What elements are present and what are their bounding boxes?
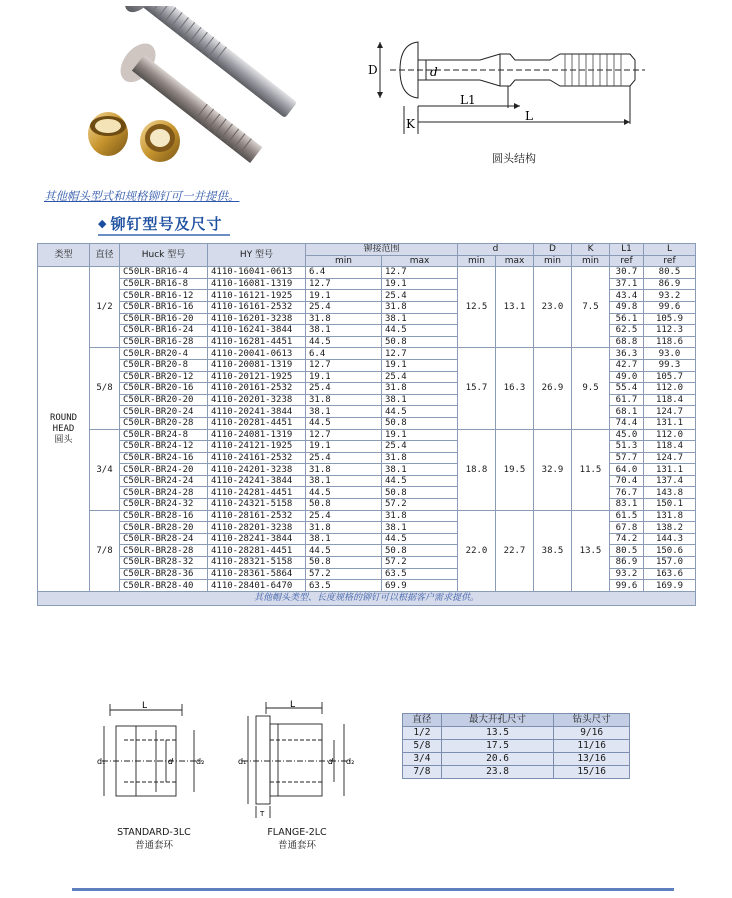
hdr-L: L [644, 244, 696, 256]
drill-row: 3/4 20.6 13/16 [403, 753, 630, 766]
hdr-D: D [534, 244, 572, 256]
table-row: C50LR-BR28-24 4110-28241-3844 38.1 44.5 74.2 144.3 [38, 533, 696, 545]
drill-row: 1/2 13.5 9/16 [403, 727, 630, 740]
label-L1: L1 [460, 93, 476, 107]
label-d: d [430, 65, 438, 79]
bottom-rule [72, 888, 674, 891]
product-photo [78, 6, 314, 176]
table-row: C50LR-BR16-24 4110-16241-3844 38.1 44.5 62.5 112.3 [38, 325, 696, 337]
top-note: 其他帽头型式和规格铆钉可一并提供。 [44, 189, 240, 203]
table-row: 5/8 C50LR-BR20-4 4110-20041-0613 6.4 12.7 15.7 16.3 26.9 9.5 36.3 93.0 [38, 348, 696, 360]
std-name: STANDARD-3LC [117, 827, 191, 838]
table-row: C50LR-BR16-16 4110-16161-2532 25.4 31.8 49.8 99.6 [38, 301, 696, 313]
std-name-cn: 普通套环 [134, 840, 173, 851]
table-row: C50LR-BR28-20 4110-28201-3238 31.8 38.1 67.8 138.2 [38, 522, 696, 534]
table-row: C50LR-BR28-40 4110-28401-6470 63.5 69.9 99.6 169.9 [38, 580, 696, 592]
label-D: D [368, 63, 378, 77]
flange-label-d2: d₂ [346, 757, 355, 766]
std-label-L: L [142, 701, 148, 711]
table-row: C50LR-BR28-28 4110-28281-4451 44.5 50.8 80.5 150.6 [38, 545, 696, 557]
table-row: C50LR-BR28-36 4110-28361-5864 57.2 63.5 93.2 163.6 [38, 568, 696, 580]
hdr-K: K [572, 244, 610, 256]
section-title: ◆ 铆钉型号及尺寸 [98, 215, 223, 233]
table-row: C50LR-BR24-12 4110-24121-1925 19.1 25.4 51.3 118.4 [38, 441, 696, 453]
table-row: C50LR-BR28-32 4110-28321-5158 50.8 57.2 86.9 157.0 [38, 557, 696, 569]
drill-row: 7/8 23.8 15/16 [403, 766, 630, 779]
flange-name: FLANGE-2LC [267, 827, 327, 838]
table-row: C50LR-BR24-16 4110-24161-2532 25.4 31.8 57.7 124.7 [38, 452, 696, 464]
table-row: C50LR-BR20-16 4110-20161-2532 25.4 31.8 55.4 112.0 [38, 383, 696, 395]
std-label-d: d [168, 757, 174, 766]
drill-size-table [402, 713, 630, 779]
hdr-L1: L1 [610, 244, 644, 256]
spec-body [38, 267, 696, 592]
flange-label-L: L [290, 700, 296, 710]
table-row: C50LR-BR20-28 4110-20281-4451 44.5 50.8 74.4 131.1 [38, 417, 696, 429]
hdr-grip: 铆接范围 [306, 244, 458, 256]
table-row: C50LR-BR20-24 4110-20241-3844 38.1 44.5 68.1 124.7 [38, 406, 696, 418]
drill-hdr-dia: 直径 [403, 714, 442, 727]
flange-name-cn: 普通套环 [277, 840, 316, 851]
label-L: L [525, 109, 533, 123]
title-underline [98, 234, 230, 236]
std-label-d1: d₁ [97, 757, 106, 766]
collar-standard-caption [108, 826, 200, 852]
hdr-dia: 直径 [90, 244, 120, 267]
label-K: K [406, 117, 415, 131]
drill-row: 5/8 17.5 11/16 [403, 740, 630, 753]
drawing-caption: 圆头结构 [492, 152, 536, 165]
collar-standard-drawing [96, 698, 211, 818]
drill-body [403, 727, 630, 779]
drill-hdr-bit: 钻头尺寸 [554, 714, 630, 727]
table-row: C50LR-BR20-12 4110-20121-1925 19.1 25.4 49.0 105.7 [38, 371, 696, 383]
round-head [113, 37, 269, 173]
collar-1 [88, 112, 128, 156]
rivet-spec-table: 类型 直径 Huck 型号 HY 型号 铆接范围 d D K L1 L min max min max min min ref ref ROUND HEAD 圆头 1/2 C50LR-BR16-4 4110-16041-0613 6.4 12.7 12.5 13.1 23.0 7.5 30.7 80.5 C50LR-BR16-8 4110-16081-1319 12.7 19.1 37.1 86.9 C50LR-BR16-12 4110-16121-1925 19.1 25.4 43.4 93.2 C50LR-BR16-16 4110-16161-2532 25.4 31.8 49.8 99.6 C50LR-BR16-20 4110-16201-3238 31.8 38.1 56.1 105.9 C50LR-BR16-24 4110-16241-3844 38.1 44.5 62.5 112.3 C50LR-BR16-28 4110-16281-4451 44.5 50.8 68.8 118.6 5/8 C50LR-BR20-4 4110-20041-0613 6.4 12.7 15.7 16.3 26.9 9.5 36.3 93.0 C50LR-BR20-8 4110-20081-1319 12.7 19.1 42.7 99.3 C50LR-BR20-12 4110-20121-1925 19.1 25.4 49.0 105.7 C50LR-BR20-16 4110-20161-2532 25.4 31.8 55.4 112.0 C50LR-BR20-20 4110-20201-3238 31.8 38.1 61.7 118.4 C50LR-BR20-24 4110-20241-3844 38.1 44.5 68.1 124.7 C50LR-BR20-28 4110-20281-4451 44.5 50.8 74.4 131.1 3/4 C50LR-BR24-8 4110-24081-1319 12.7 19.1 18.8 19.5 32.9 11.5 45.0 112.0 C50LR-BR24-12 4110-24121-1925 19.1 25.4 51.3 118.4 C50LR-BR24-16 4110-24161-2532 25.4 31.8 57.7 124.7 C50LR-BR24-20 4110-24201-3238 31.8 38.1 64.0 131.1 C50LR-BR24-24 4110-24241-3844 38.1 44.5 70.4 137.4 C50LR-BR24-28 4110-24281-4451 44.5 50.8 76.7 143.8 C50LR-BR24-32 4110-24321-5158 50.8 57.2 83.1 150.1 7/8 C50LR-BR28-16 4110-28161-2532 25.4 31.8 22.0 22.7 38.5 13.5 61.5 131.8 C50LR-BR28-20 4110-28201-3238 31.8 38.1 67.8 138.2 C50LR-BR28-24 4110-28241-3844 38.1 44.5 74.2 144.3 C50LR-BR28-28 4110-28281-4451 44.5 50.8 80.5 150.6 C50LR-BR28-32 4110-28321-5158 50.8 57.2 86.9 157.0 C50LR-BR28-36 4110-28361-5864 57.2 63.5 93.2 163.6 C50LR-BR28-40 4110-28401-6470 63.5 69.9 99.6 169.9 其他帽头类型、长度规格的铆钉可以根据客户需求提供。 [37, 243, 696, 606]
collar-flange-caption [252, 826, 342, 852]
flange-label-d1: d₁ [238, 757, 247, 766]
table-row: C50LR-BR16-8 4110-16081-1319 12.7 19.1 37.1 86.9 [38, 278, 696, 290]
table-row: C50LR-BR24-20 4110-24201-3238 31.8 38.1 64.0 131.1 [38, 464, 696, 476]
table-row: C50LR-BR16-20 4110-16201-3238 31.8 38.1 56.1 105.9 [38, 313, 696, 325]
flange-label-t: T [260, 810, 265, 818]
table-row: 7/8 C50LR-BR28-16 4110-28161-2532 25.4 31.8 22.0 22.7 38.5 13.5 61.5 131.8 [38, 510, 696, 522]
hdr-d: d [458, 244, 534, 256]
hdr-huck: Huck 型号 [120, 244, 208, 267]
collar-2 [140, 120, 180, 162]
table-row: C50LR-BR24-28 4110-24281-4451 44.5 50.8 76.7 143.8 [38, 487, 696, 499]
collar-flange-drawing [238, 698, 358, 824]
table-row: C50LR-BR20-20 4110-20201-3238 31.8 38.1 61.7 118.4 [38, 394, 696, 406]
std-label-d2: d₂ [196, 757, 205, 766]
hdr-hy: HY 型号 [208, 244, 306, 267]
table-row: C50LR-BR24-32 4110-24321-5158 50.8 57.2 83.1 150.1 [38, 499, 696, 511]
table-row: C50LR-BR16-12 4110-16121-1925 19.1 25.4 43.4 93.2 [38, 290, 696, 302]
table-row: 3/4 C50LR-BR24-8 4110-24081-1319 12.7 19.1 18.8 19.5 32.9 11.5 45.0 112.0 [38, 429, 696, 441]
section-title-text: 铆钉型号及尺寸 [110, 215, 223, 233]
table-row: C50LR-BR24-24 4110-24241-3844 38.1 44.5 70.4 137.4 [38, 475, 696, 487]
flange-label-d: d [328, 757, 334, 766]
type-cell: ROUND HEAD 圆头 [38, 267, 90, 592]
table-row: C50LR-BR16-28 4110-16281-4451 44.5 50.8 68.8 118.6 [38, 336, 696, 348]
hdr-type: 类型 [38, 244, 90, 267]
table-row: ROUND HEAD 圆头 1/2 C50LR-BR16-4 4110-16041-0613 6.4 12.7 12.5 13.1 23.0 7.5 30.7 80.5 [38, 267, 696, 279]
table-row: C50LR-BR20-8 4110-20081-1319 12.7 19.1 42.7 99.3 [38, 359, 696, 371]
drill-hdr-hole: 最大开孔尺寸 [441, 714, 554, 727]
table-footer-note: 其他帽头类型、长度规格的铆钉可以根据客户需求提供。 [38, 591, 696, 605]
